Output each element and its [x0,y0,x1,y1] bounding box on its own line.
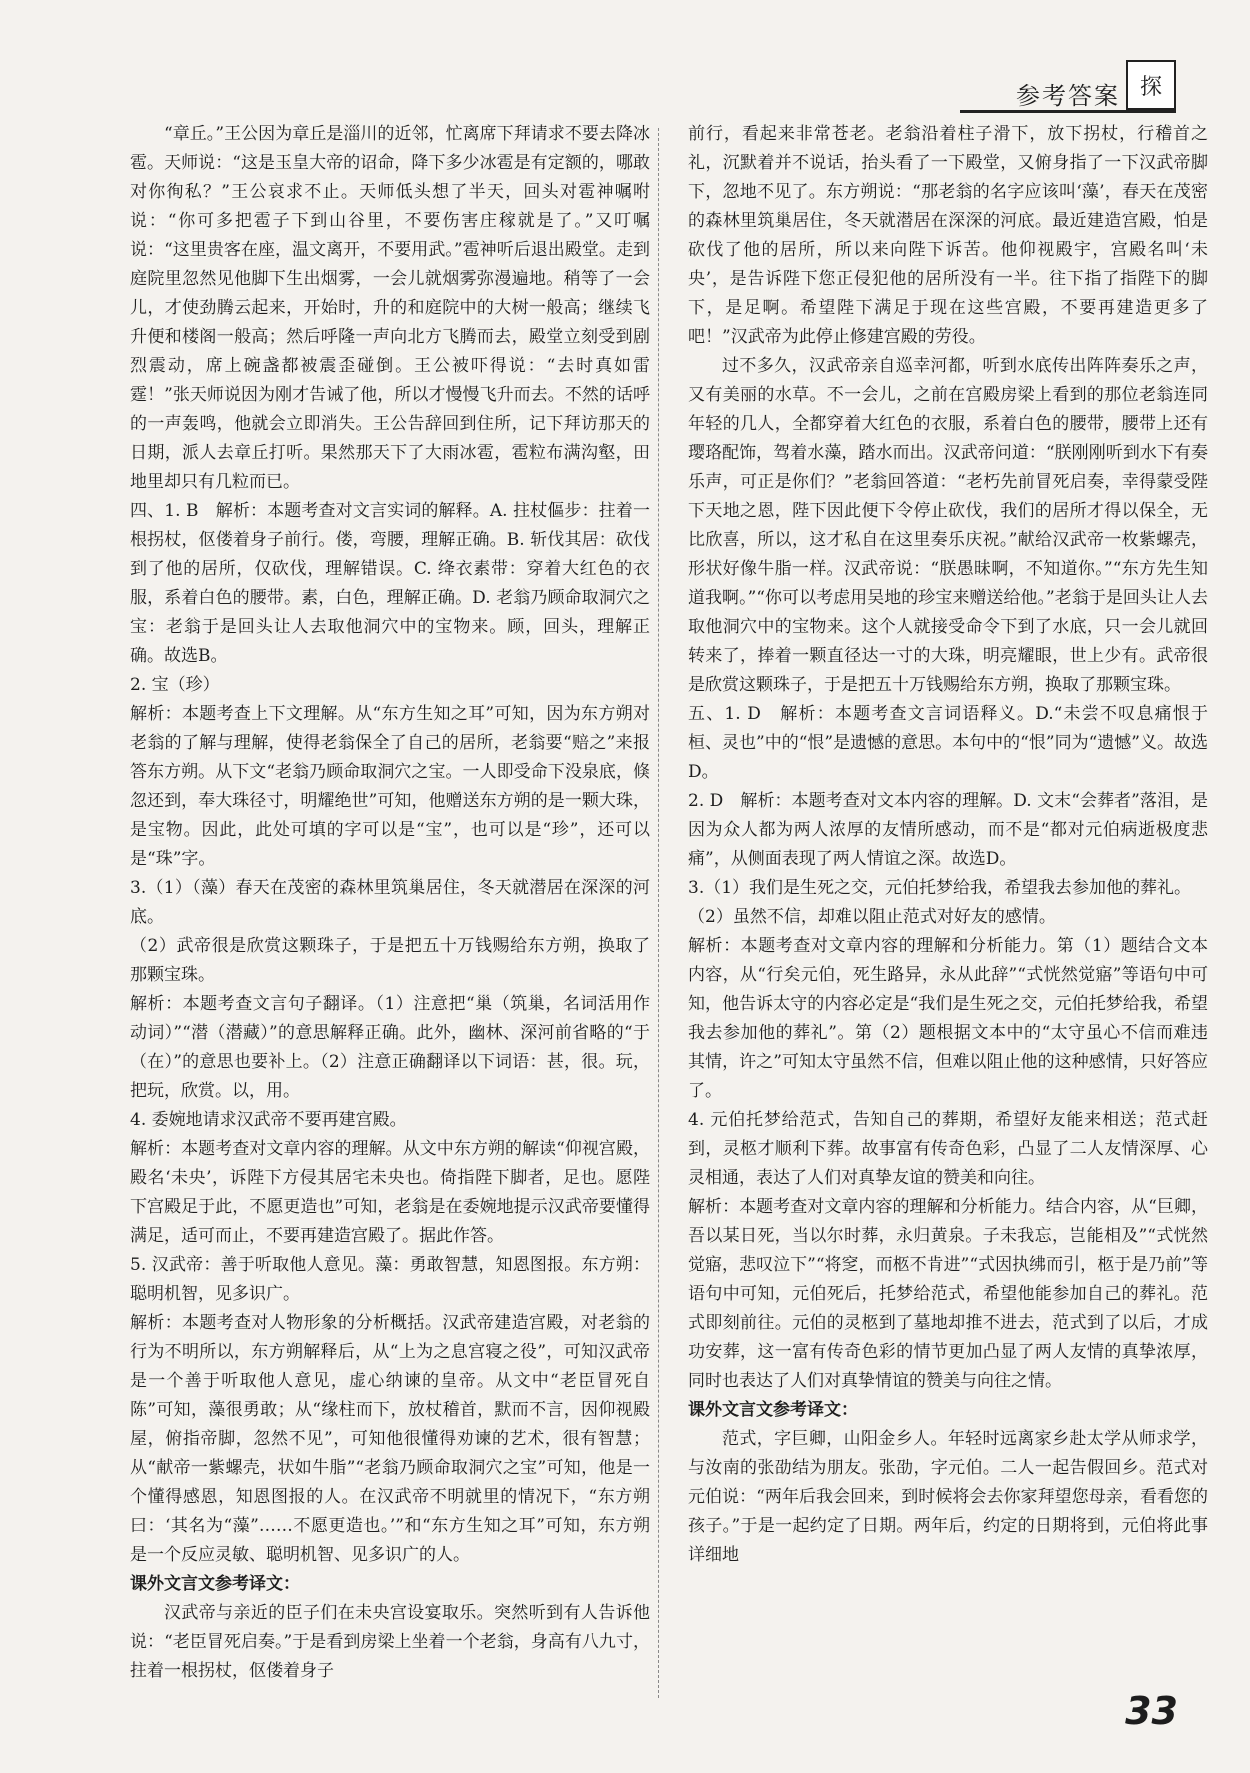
answer-4-4: 4. 委婉地请求汉武帝不要再建宫殿。 [130,1110,407,1130]
analysis-4-3: 解析：本题考查文言句子翻译。（1）注意把“巢（筑巢，名词活用作动词）”“潜（潜藏）”的意思解释正确。此外，幽林、深河前省略的“于（在）”的意思也要补上。（2）注意正确翻译以下词语：甚，很。玩，把玩，欣赏。以，用。 [130,994,650,1101]
analysis-4-5: 解析：本题考查对人物形象的分析概括。汉武帝建造宫殿，对老翁的行为不明所以，东方朔解释后，从“上为之息宫寝之役”，可知汉武帝是一个善于听取他人意见，虚心纳谏的皇帝。从文中“老臣冒死自陈”可知，藻很勇敢；从“缘柱而下，放杖稽首，默而不言，因仰视殿屋，俯指帝脚，忽然不见”，可知他很懂得劝谏的艺术，很有智慧；从“献帝一紫螺壳，状如牛脂”“老翁乃顾命取洞穴之宝”可知，他是一个懂得感恩，知恩图报的人。在汉武帝不明就里的情况下，“东方朔曰：‘其名为“藻”……不愿更造也。’”和“东方生知之耳”可知，东方朔是一个反应灵敏、聪明机智、见多识广的人。 [130,1313,650,1565]
answer-5-3-1: 3.（1）我们是生死之交，元伯托梦给我，希望我去参加他的葬礼。 [688,878,1192,898]
answer-4-3-1: 3.（1）（藻）春天在茂密的森林里筑巢居住，冬天就潜居在深深的河底。 [130,878,650,927]
right-column [688,120,1208,1570]
page-number: 33 [1125,1689,1178,1733]
answer-5-4: 4. 元伯托梦给范式，告知自己的葬期，希望好友能来相送；范式赶到，灵柩才顺利下葬。故事富有传奇色彩，凸显了二人友情深厚、心灵相通，表达了人们对真挚友谊的赞美和向往。 [688,1110,1208,1188]
answer-4-2: 2. 宝（珍） [130,675,220,695]
page-header [960,60,1176,110]
analysis-5-3: 解析：本题考查对文章内容的理解和分析能力。第（1）题结合文本内容，从“行矣元伯，死生路异，永从此辞”“式恍然觉寤”等语句中可知，他告诉太守的内容必定是“我们是生死之交，元伯托梦给我，希望我去参加他的葬礼”。第（2）题根据文本中的“太守虽心不信而难违其情，许之”可知太守虽然不信，但难以阻止他的这种感情，只好答应了。 [688,936,1208,1101]
analysis-4-4: 解析：本题考查对文章内容的理解。从文中东方朔的解读“仰视宫殿，殿名‘未央’，诉陛下方侵其居宅未央也。倚指陛下脚者，足也。愿陛下宫殿足于此，不愿更造也”可知，老翁是在委婉地提示汉武帝要懂得满足，适可而止，不要再建造宫殿了。据此作答。 [130,1139,650,1246]
analysis-5-4: 解析：本题考查对文章内容的理解和分析能力。结合内容，从“巨卿，吾以某日死，当以尔时葬，永归黄泉。子未我忘，岂能相及”“式恍然觉寤，悲叹泣下”“将窆，而柩不肯进”“式因执绋而引，柩于是乃前”等语句中可知，元伯死后，托梦给范式，希望他能参加自己的葬礼。范式即刻前往。元伯的灵柩到了墓地却推不进去，范式到了以后，才成功安葬，这一富有传奇色彩的情节更加凸显了两人友情的真挚浓厚，同时也表达了人们对真挚情谊的赞美与向往之情。 [688,1197,1208,1391]
answer-4-5: 5. 汉武帝：善于听取他人意见。藻：勇敢智慧，知恩图报。东方朔：聪明机智，见多识广。 [130,1255,650,1304]
story-text: “章丘。”王公因为章丘是淄川的近邻，忙离席下拜请求不要去降冰雹。天师说：“这是玉皇大帝的诏命，降下多少冰雹是有定额的，哪敢对你徇私？”王公哀求不止。天师低头想了半天，回头对雹神嘱咐说：“你可多把雹子下到山谷里，不要伤害庄稼就是了。”又叮嘱说：“这里贵客在座，温文离开，不要用武。”雹神听后退出殿堂。走到庭院里忽然见他脚下生出烟雾，一会儿就烟雾弥漫遍地。稍等了一会儿，才使劲腾云起来，开始时，升的和庭院中的大树一般高；继续飞升便和楼阁一般高；然后呼隆一声向北方飞腾而去，殿堂立刻受到剧烈震动，席上碗盏都被震歪碰倒。王公被吓得说：“去时真如雷霆！”张天师说因为刚才告诫了他，所以才慢慢飞升而去。不然的话呼的一声轰鸣，他就会立即消失。王公告辞回到住所，记下拜访那天的日期，派人去章丘打听。果然那天下了大雨冰雹，雹粒布满沟壑，田地里却只有几粒而已。 [130,124,650,492]
answer-4-1: 四、1. B 解析：本题考查对文言实词的解释。A. 拄杖傴步：拄着一根拐杖，伛偻着身子前行。偻，弯腰，理解正确。B. 斩伐其居：砍伐到了他的居所，仅砍伐，理解错误。C. 绛衣素带：穿着大红色的衣服，系着白色的腰带。素，白色，理解正确。D. 老翁乃顾命取洞穴之宝：老翁于是回头让人去取他洞穴中的宝物来。顾，回头，理解正确。故选B。 [130,501,650,666]
book-logo-icon: 探 [1126,60,1176,110]
translation-paragraph-2: 过不多久，汉武帝亲自巡幸河都，听到水底传出阵阵奏乐之声，又有美丽的水草。不一会儿，之前在宫殿房梁上看到的那位老翁连同年轻的几人，全都穿着大红色的衣服，系着白色的腰带，腰带上还有璎珞配饰，驾着水藻，踏水而出。汉武帝问道：“朕刚刚听到水下有奏乐声，可正是你们？”老翁回答道：“老朽先前冒死启奏，幸得蒙受陛下天地之恩，陛下因此便下令停止砍伐，我们的居所才得以保全，无比欣喜，所以，这才私自在这里奏乐庆祝。”献给汉武帝一枚紫螺壳，形状好像牛脂一样。汉武帝说：“朕愚昧啊，不知道你。”“东方先生知道我啊。”“你可以考虑用吴地的珍宝来赠送给他。”老翁于是回头让人去取他洞穴中的宝物来。这个人就接受命令下到了水底，只一会儿就回转来了，捧着一颗直径达一寸的大珠，明亮耀眼，世上少有。武帝很是欣赏这颗珠子，于是把五十万钱赐给东方朔，换取了那颗宝珠。 [688,356,1208,695]
answer-4-3-2: （2）武帝很是欣赏这颗珠子，于是把五十万钱赐给东方朔，换取了那颗宝珠。 [130,936,650,985]
translation-text-2: 范式，字巨卿，山阳金乡人。年轻时远离家乡赴太学从师求学，与汝南的张劭结为朋友。张劭，字元伯。二人一起告假回乡。范式对元伯说：“两年后我会回来，到时候将会去你家拜望您母亲，看看您的孩子。”于是一起约定了日期。两年后，约定的日期将到，元伯将此事详细地 [688,1429,1208,1565]
column-divider [658,128,659,1698]
header-title: 参考答案 [1016,82,1120,110]
left-column [130,120,650,1686]
analysis-4-2: 解析：本题考查上下文理解。从“东方生知之耳”可知，因为东方朔对老翁的了解与理解，使得老翁保全了自己的居所，老翁要“赔之”来报答东方朔。从下文“老翁乃顾命取洞穴之宝。一人即受命下没泉底，倏忽还到，奉大珠径寸，明耀绝世”可知，他赠送东方朔的是一颗大珠，是宝物。因此，此处可填的字可以是“宝”，也可以是“珍”，还可以是“珠”字。 [130,704,650,869]
answer-5-2: 2. D 解析：本题考查对文本内容的理解。D. 文末“会葬者”落泪，是因为众人都为两人浓厚的友情所感动，而不是“都对元伯病逝极度悲痛”，从侧面表现了两人情谊之深。故选D。 [688,791,1208,869]
translation-heading-2: 课外文言文参考译文： [688,1400,858,1420]
translation-heading: 课外文言文参考译文： [130,1574,300,1594]
translation-text: 汉武帝与亲近的臣子们在未央宫设宴取乐。突然听到有人告诉他说：“老臣冒死启奏。”于是看到房梁上坐着一个老翁，身高有八九寸，拄着一根拐杖，伛偻着身子 [130,1603,650,1681]
answer-5-3-2: （2）虽然不信，却难以阻止范式对好友的感情。 [688,907,1056,927]
translation-continued: 前行，看起来非常苍老。老翁沿着柱子滑下，放下拐杖，行稽首之礼，沉默着并不说话，抬头看了一下殿堂，又俯身指了一下汉武帝脚下，忽地不见了。东方朔说：“那老翁的名字应该叫‘藻’，春天在茂密的森林里筑巢居住，冬天就潜居在深深的河底。最近建造宫殿，怕是砍伐了他的居所，所以来向陛下诉苦。他仰视殿宇，宫殿名叫‘未央’，是告诉陛下您正侵犯他的居所没有一半。往下指了指陛下的脚下，是足啊。希望陛下满足于现在这些宫殿，不要再建造更多了吧！”汉武帝为此停止修建宫殿的劳役。 [688,124,1208,347]
answer-5-1: 五、1. D 解析：本题考查文言词语释义。D.“未尝不叹息痛恨于桓、灵也”中的“恨”是遗憾的意思。本句中的“恨”同为“遗憾”义。故选D。 [688,704,1208,782]
header-rule [960,110,1176,113]
